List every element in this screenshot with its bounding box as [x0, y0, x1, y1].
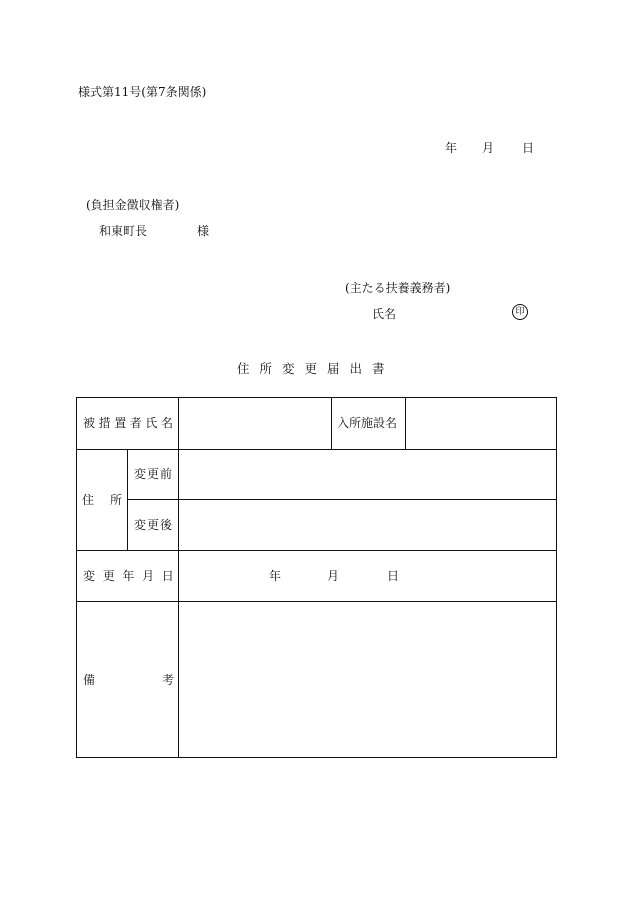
seal-mark: 印 — [512, 304, 528, 320]
change-date-day: 日 — [387, 569, 400, 583]
after-change-label: 変更後 — [134, 518, 174, 532]
row-divider — [127, 499, 556, 500]
document-title: 住所変更届出書 — [237, 361, 395, 376]
address-label: 住 所 — [82, 493, 125, 507]
sender-role: (主たる扶養義務者) — [345, 281, 451, 295]
date-day-label: 日 — [522, 141, 535, 155]
recipient-honorific: 様 — [197, 224, 210, 238]
row-divider — [77, 601, 556, 602]
column-divider — [127, 449, 128, 550]
date-month-label: 月 — [482, 141, 495, 155]
recipient-role: (負担金徴収権者) — [86, 198, 180, 212]
recipient-name: 和東町長 — [99, 224, 148, 238]
sender-name-label: 氏名 — [372, 307, 397, 321]
before-change-label: 変更前 — [134, 467, 174, 481]
form-table — [76, 397, 557, 758]
row-divider — [77, 550, 556, 551]
remarks-label-right: 考 — [162, 673, 175, 687]
column-divider — [331, 398, 332, 449]
change-date-month: 月 — [327, 569, 340, 583]
facility-name-label: 入所施設名 — [337, 416, 398, 430]
column-divider — [405, 398, 406, 449]
remarks-label-left: 備 — [83, 673, 96, 687]
submission-date — [445, 142, 534, 154]
change-date-label: 変更年月日 — [83, 569, 182, 583]
change-date-year: 年 — [269, 569, 282, 583]
row-divider — [77, 449, 556, 450]
person-name-label: 被措置者氏名 — [83, 416, 177, 430]
form-number: 様式第11号(第7条関係) — [78, 85, 207, 99]
date-year-label: 年 — [445, 141, 458, 155]
